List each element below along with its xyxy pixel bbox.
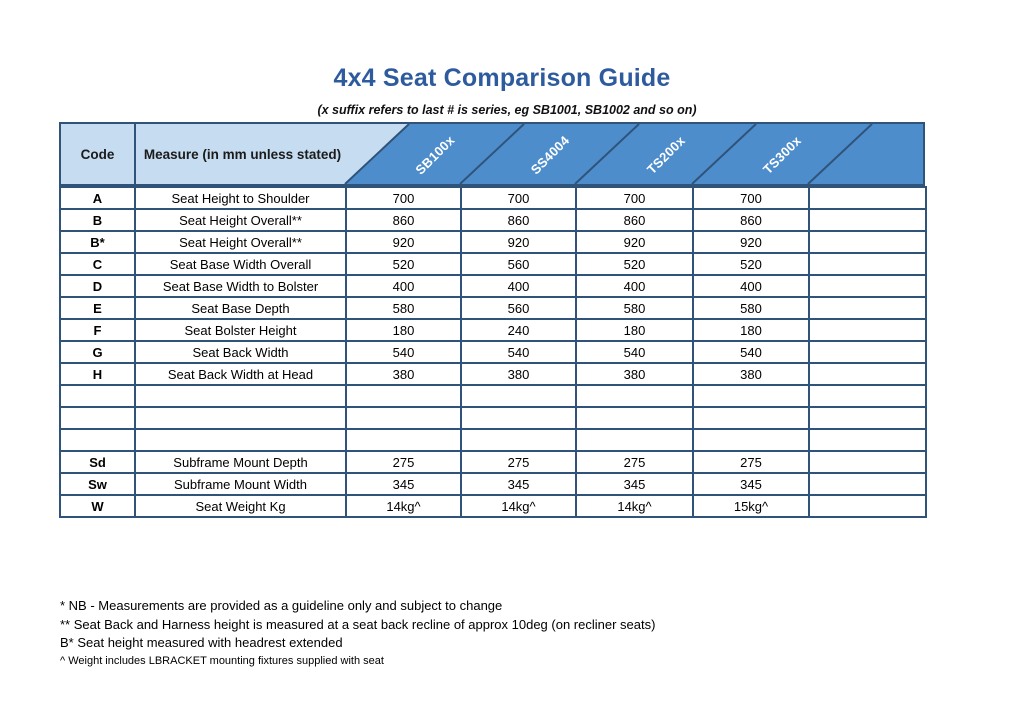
row-value-cell: 540: [693, 341, 809, 363]
table-row: [60, 495, 926, 517]
row-value-cell: [809, 297, 926, 319]
row-value-cell: 400: [461, 275, 576, 297]
row-value-cell: 920: [576, 231, 693, 253]
row-value-cell: [809, 275, 926, 297]
row-code-cell: [60, 407, 135, 429]
row-value-cell: [693, 429, 809, 451]
row-value-cell: 345: [576, 473, 693, 495]
row-value-cell: [576, 385, 693, 407]
table-row: [60, 187, 926, 209]
row-value-cell: 180: [346, 319, 461, 341]
row-measure-cell: Seat Base Width Overall: [135, 253, 346, 275]
footnote: ** Seat Back and Harness height is measured at a seat back recline of approx 10deg (on recliner seats): [60, 616, 656, 632]
table-row: [60, 407, 926, 429]
product-column-label: TS300x: [759, 132, 805, 178]
row-value-cell: [809, 495, 926, 517]
row-value-cell: 540: [461, 341, 576, 363]
row-value-cell: 14kg^: [461, 495, 576, 517]
row-measure-cell: Seat Height Overall**: [135, 231, 346, 253]
row-value-cell: 400: [346, 275, 461, 297]
row-code-cell: D: [60, 275, 135, 297]
row-value-cell: [809, 407, 926, 429]
row-value-cell: [809, 429, 926, 451]
table-row: [60, 209, 926, 231]
row-value-cell: 275: [576, 451, 693, 473]
row-value-cell: 920: [461, 231, 576, 253]
table-header-row: [59, 122, 925, 186]
table-row: [60, 473, 926, 495]
table-row: [60, 385, 926, 407]
row-measure-cell: Seat Base Depth: [135, 297, 346, 319]
row-value-cell: 860: [461, 209, 576, 231]
row-value-cell: 380: [461, 363, 576, 385]
row-code-cell: Sw: [60, 473, 135, 495]
row-value-cell: [346, 385, 461, 407]
footnote: ^ Weight includes LBRACKET mounting fixtures supplied with seat: [60, 654, 384, 667]
row-code-cell: [60, 385, 135, 407]
column-header-measure: Measure (in mm unless stated): [143, 146, 342, 162]
row-value-cell: 520: [346, 253, 461, 275]
row-measure-cell: Seat Back Width at Head: [135, 363, 346, 385]
product-column-label: SB100x: [411, 132, 458, 178]
row-code-cell: Sd: [60, 451, 135, 473]
row-value-cell: [461, 385, 576, 407]
row-value-cell: [809, 341, 926, 363]
footnote: * NB - Measurements are provided as a guideline only and subject to change: [60, 598, 503, 613]
row-code-cell: H: [60, 363, 135, 385]
row-code-cell: B*: [60, 231, 135, 253]
comparison-table: [59, 122, 925, 518]
row-value-cell: 180: [576, 319, 693, 341]
row-value-cell: 400: [693, 275, 809, 297]
row-value-cell: 860: [576, 209, 693, 231]
row-value-cell: 540: [576, 341, 693, 363]
row-value-cell: 345: [461, 473, 576, 495]
row-value-cell: 240: [461, 319, 576, 341]
row-code-cell: B: [60, 209, 135, 231]
row-value-cell: 400: [576, 275, 693, 297]
table-row: [60, 363, 926, 385]
row-code-cell: A: [60, 187, 135, 209]
row-measure-cell: Seat Back Width: [135, 341, 346, 363]
row-value-cell: [461, 429, 576, 451]
row-value-cell: 14kg^: [346, 495, 461, 517]
row-value-cell: [693, 385, 809, 407]
row-value-cell: 275: [693, 451, 809, 473]
product-column-label: SS4004: [527, 132, 572, 178]
row-measure-cell: [135, 429, 346, 451]
page-subtitle: (x suffix refers to last # is series, eg SB1001, SB1002 and so on): [317, 103, 697, 117]
row-measure-cell: Seat Height to Shoulder: [135, 187, 346, 209]
row-value-cell: 560: [461, 297, 576, 319]
row-value-cell: 920: [693, 231, 809, 253]
row-code-cell: F: [60, 319, 135, 341]
row-measure-cell: Seat Base Width to Bolster: [135, 275, 346, 297]
table-row: [60, 253, 926, 275]
row-value-cell: [693, 407, 809, 429]
row-value-cell: 700: [693, 187, 809, 209]
table-row: [60, 297, 926, 319]
row-value-cell: 380: [346, 363, 461, 385]
row-code-cell: G: [60, 341, 135, 363]
row-code-cell: E: [60, 297, 135, 319]
row-value-cell: 580: [693, 297, 809, 319]
row-measure-cell: [135, 407, 346, 429]
row-measure-cell: [135, 385, 346, 407]
row-value-cell: 275: [461, 451, 576, 473]
row-value-cell: [576, 429, 693, 451]
table-row: [60, 429, 926, 451]
row-value-cell: 180: [693, 319, 809, 341]
row-measure-cell: Seat Height Overall**: [135, 209, 346, 231]
footnotes: [60, 597, 960, 670]
page-title: 4x4 Seat Comparison Guide: [333, 64, 671, 92]
row-value-cell: [346, 429, 461, 451]
row-value-cell: [809, 363, 926, 385]
table-row: [60, 451, 926, 473]
row-value-cell: 14kg^: [576, 495, 693, 517]
row-measure-cell: Subframe Mount Depth: [135, 451, 346, 473]
row-value-cell: [809, 231, 926, 253]
product-column-label: TS200x: [643, 132, 688, 178]
row-value-cell: [346, 407, 461, 429]
row-code-cell: W: [60, 495, 135, 517]
row-value-cell: 920: [346, 231, 461, 253]
row-value-cell: [809, 385, 926, 407]
row-value-cell: 860: [693, 209, 809, 231]
table-row: [60, 341, 926, 363]
row-code-cell: C: [60, 253, 135, 275]
row-value-cell: 380: [576, 363, 693, 385]
row-measure-cell: Subframe Mount Width: [135, 473, 346, 495]
row-value-cell: 700: [576, 187, 693, 209]
table-row: [60, 231, 926, 253]
row-value-cell: 345: [693, 473, 809, 495]
row-value-cell: 380: [693, 363, 809, 385]
row-value-cell: [461, 407, 576, 429]
row-value-cell: [809, 209, 926, 231]
column-header-code: Code: [61, 124, 136, 184]
row-value-cell: 580: [346, 297, 461, 319]
row-value-cell: 520: [576, 253, 693, 275]
row-value-cell: 700: [461, 187, 576, 209]
row-value-cell: 345: [346, 473, 461, 495]
row-value-cell: 520: [693, 253, 809, 275]
footnote: B* Seat height measured with headrest extended: [60, 635, 343, 650]
row-code-cell: [60, 429, 135, 451]
row-value-cell: [809, 473, 926, 495]
row-value-cell: [576, 407, 693, 429]
row-value-cell: 580: [576, 297, 693, 319]
table-body: [59, 186, 927, 518]
row-value-cell: 15kg^: [693, 495, 809, 517]
row-value-cell: [809, 187, 926, 209]
row-measure-cell: Seat Weight Kg: [135, 495, 346, 517]
row-value-cell: 275: [346, 451, 461, 473]
row-measure-cell: Seat Bolster Height: [135, 319, 346, 341]
row-value-cell: 860: [346, 209, 461, 231]
row-value-cell: 560: [461, 253, 576, 275]
table-row: [60, 319, 926, 341]
row-value-cell: [809, 253, 926, 275]
table-row: [60, 275, 926, 297]
row-value-cell: [809, 451, 926, 473]
row-value-cell: 540: [346, 341, 461, 363]
row-value-cell: [809, 319, 926, 341]
row-value-cell: 700: [346, 187, 461, 209]
